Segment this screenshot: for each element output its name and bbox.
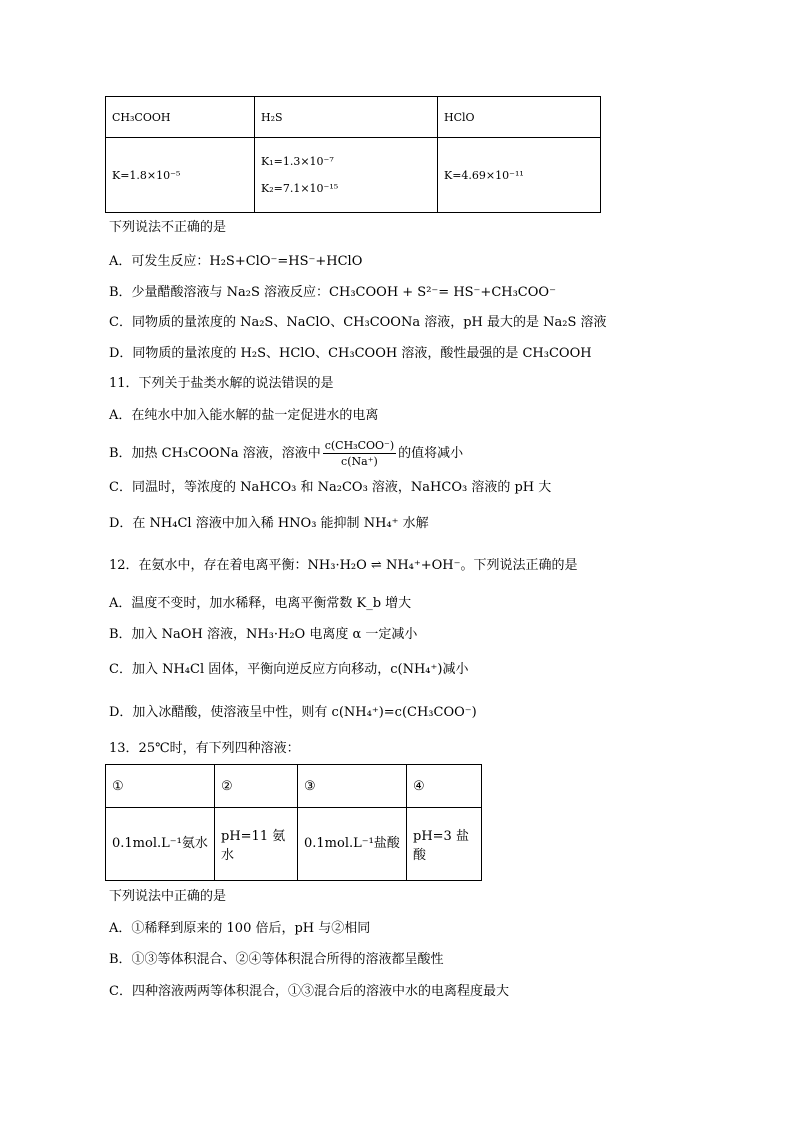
header-hclo: HClO [438, 97, 601, 138]
q12-option-d: D．加入冰醋酸，使溶液呈中性，则有 c(NH₄⁺)=c(CH₃COO⁻) [109, 705, 477, 720]
k-h2s-cell [255, 138, 438, 213]
q13-option-a: A．①稀释到原来的 100 倍后，pH 与②相同 [109, 921, 371, 936]
col-header-3: ③ [298, 765, 407, 808]
q10-option-d: D．同物质的量浓度的 H₂S、HClO、CH₃COOH 溶液，酸性最强的是 CH₃COOH [109, 346, 592, 361]
cell-solution-2: pH=11 氨水 [215, 808, 298, 881]
ka-ch3cooh: K=1.8×10⁻⁵ [106, 138, 255, 213]
cell-solution-3: 0.1mol.L⁻¹盐酸 [298, 808, 407, 881]
q12-option-a: A．温度不变时，加水稀释，电离平衡常数 K_b 增大 [109, 596, 412, 611]
q11-option-b [109, 436, 463, 472]
q12-option-b: B．加入 NaOH 溶液，NH₃·H₂O 电离度 α 一定减小 [109, 627, 418, 642]
cell-solution-1: 0.1mol.L⁻¹氨水 [106, 808, 215, 881]
q11-b-suffix: 的值将减小 [398, 446, 464, 461]
k1-h2s: K₁=1.3×10⁻⁷ [261, 155, 334, 168]
q12-option-c: C．加入 NH₄Cl 固体，平衡向逆反应方向移动，c(NH₄⁺)减小 [109, 662, 469, 677]
q13-question: 下列说法中正确的是 [109, 889, 227, 904]
solution-table [105, 764, 482, 881]
q11-option-c: C．同温时，等浓度的 NaHCO₃ 和 Na₂CO₃ 溶液，NaHCO₃ 溶液的 pH 大 [109, 480, 552, 495]
fraction-numerator: c(CH₃COO⁻) [324, 439, 395, 452]
concentration-ratio-fraction [323, 438, 396, 469]
col-header-1: ① [106, 765, 215, 808]
header-ch3cooh: CH₃COOH [106, 97, 255, 138]
q10-option-c: C．同物质的量浓度的 Na₂S、NaClO、CH₃COONa 溶液，pH 最大的是 Na₂S 溶液 [109, 315, 607, 330]
q11-option-d: D．在 NH₄Cl 溶液中加入稀 HNO₃ 能抑制 NH₄⁺ 水解 [109, 516, 429, 531]
ionization-constant-table [105, 96, 601, 213]
fraction-denominator: c(Na⁺) [341, 455, 378, 468]
cell-solution-4: pH=3 盐酸 [407, 808, 482, 881]
q10-option-b: B．少量醋酸溶液与 Na₂S 溶液反应：CH₃COOH + S²⁻= HS⁻+CH₃COO⁻ [109, 285, 556, 300]
col-header-4: ④ [407, 765, 482, 808]
col-header-2: ② [215, 765, 298, 808]
q12-stem: 12．在氨水中，存在着电离平衡：NH₃·H₂O ⇌ NH₄⁺+OH⁻。下列说法正确的是 [109, 558, 578, 573]
q13-option-b: B．①③等体积混合、②④等体积混合所得的溶液都呈酸性 [109, 952, 444, 967]
q10-stem: 下列说法不正确的是 [109, 220, 227, 235]
q10-option-a: A．可发生反应：H₂S+ClO⁻=HS⁻+HClO [109, 254, 363, 269]
q13-option-c: C．四种溶液两两等体积混合，①③混合后的溶液中水的电离程度最大 [109, 984, 509, 999]
q11-option-a: A．在纯水中加入能水解的盐一定促进水的电离 [109, 408, 379, 423]
header-h2s: H₂S [255, 97, 438, 138]
q11-stem: 11．下列关于盐类水解的说法错误的是 [109, 376, 334, 391]
k-hclo: K=4.69×10⁻¹¹ [438, 138, 601, 213]
q13-stem: 13．25℃时，有下列四种溶液： [109, 741, 300, 756]
k2-h2s: K₂=7.1×10⁻¹⁵ [261, 182, 339, 195]
q11-b-prefix: B．加热 CH₃COONa 溶液，溶液中 [109, 446, 321, 461]
